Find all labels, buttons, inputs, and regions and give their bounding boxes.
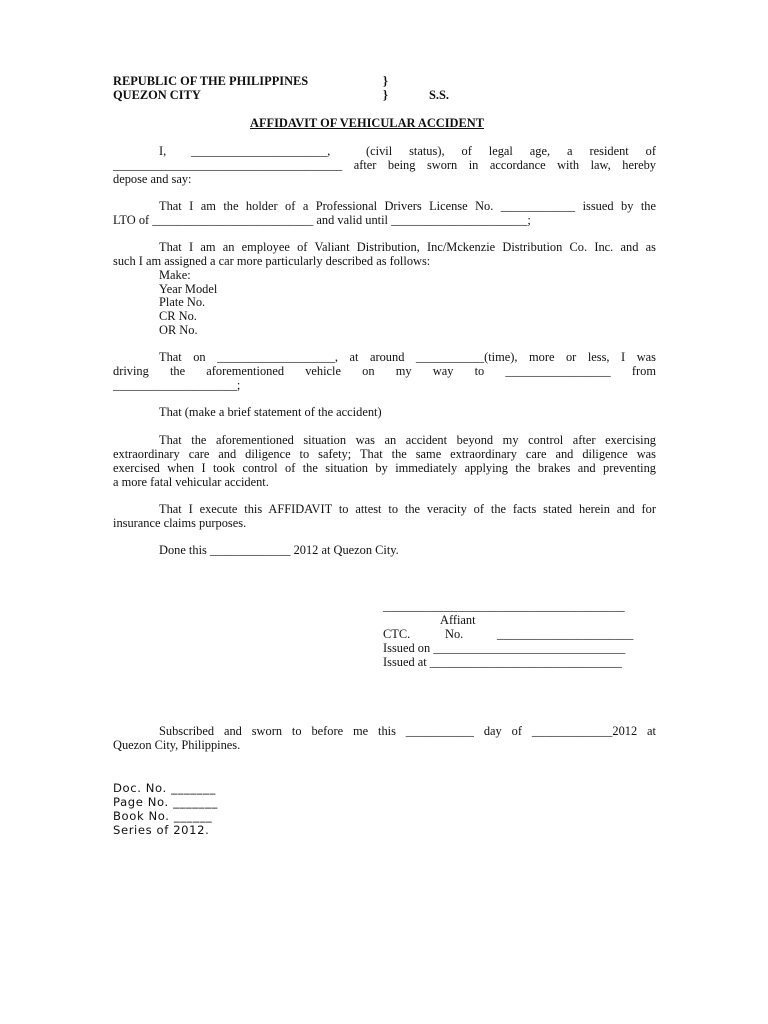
p1-civil-status: (civil status), of legal age, a resident of	[366, 144, 656, 158]
p4-line-3: ____________________;	[113, 378, 241, 392]
p3-line-1: That I am an employee of Valiant Distribution, Inc/Mckenzie Distribution Co. Inc. and as	[159, 240, 656, 254]
p6-line-2: extraordinary care and diligence to safety; That the same extraordinary care and diligence was	[113, 447, 656, 461]
jurat-line-2: Quezon City, Philippines.	[113, 738, 241, 752]
p4-word: on	[362, 364, 375, 378]
ctc-no-blank: ______________________	[497, 627, 634, 641]
p2-line-2: LTO of __________________________ and valid until ______________________;	[113, 213, 531, 227]
p1-name-blank: ______________________,	[191, 144, 331, 158]
vehicle-field-make: Make:	[159, 268, 191, 282]
header-city: QUEZON CITY	[113, 88, 201, 102]
p4-word: driving	[113, 364, 149, 378]
issued-at-line: Issued at _______________________________	[383, 655, 622, 669]
signature-line: _______________________________________	[383, 599, 625, 613]
header-ss: S.S.	[429, 88, 449, 102]
p7-line-1: That I execute this AFFIDAVIT to attest to the veracity of the facts stated herein and for	[159, 502, 656, 516]
notary-doc-no: Doc. No. _______	[113, 781, 216, 795]
p1-line-3: depose and say:	[113, 172, 192, 186]
header-brace-1: }	[383, 74, 388, 88]
p4-word: to	[474, 364, 485, 378]
affiant-label: Affiant	[440, 613, 476, 627]
p4-line-1: That on ___________________, at around ___________(time), more or less, I was	[159, 350, 656, 364]
p6-line-4: a more fatal vehicular accident.	[113, 475, 269, 489]
p4-word: way	[432, 364, 454, 378]
p1-i: I,	[159, 144, 167, 158]
document-title: AFFIDAVIT OF VEHICULAR ACCIDENT	[250, 116, 484, 130]
notary-series: Series of 2012.	[113, 823, 210, 837]
p4-word: my	[395, 364, 412, 378]
issued-on-line: Issued on _______________________________	[383, 641, 626, 655]
p4-word: vehicle	[305, 364, 341, 378]
done-line: Done this _____________ 2012 at Quezon City.	[159, 543, 399, 557]
jurat-line-1: Subscribed and sworn to before me this ___________ day of _____________2012 at	[159, 724, 656, 738]
p4-word: aforementioned	[206, 364, 285, 378]
p4-destination-blank: _________________	[505, 364, 611, 378]
p1-line-2: _____________________________________ after being sworn in accordance with law, hereby	[113, 158, 656, 172]
notary-page-no: Page No. _______	[113, 795, 218, 809]
p4-word: the	[169, 364, 186, 378]
vehicle-field-cr-no: CR No.	[159, 309, 197, 323]
p2-line-1: That I am the holder of a Professional Drivers License No. ____________ issued by the	[159, 199, 656, 213]
header-brace-2: }	[383, 88, 388, 102]
ctc-label: CTC.	[383, 627, 411, 641]
p6-line-1: That the aforementioned situation was an accident beyond my control after exercising	[159, 433, 656, 447]
p5-statement: That (make a brief statement of the accident)	[159, 405, 382, 419]
header-republic: REPUBLIC OF THE PHILIPPINES	[113, 74, 309, 88]
p4-line-2	[113, 364, 656, 378]
vehicle-field-year-model: Year Model	[159, 282, 218, 296]
p3-line-2: such I am assigned a car more particularly described as follows:	[113, 254, 431, 268]
p6-line-3: exercised when I took control of the situation by immediately applying the brakes and preventing	[113, 461, 656, 475]
vehicle-field-plate-no: Plate No.	[159, 295, 206, 309]
vehicle-field-or-no: OR No.	[159, 323, 198, 337]
p7-line-2: insurance claims purposes.	[113, 516, 247, 530]
ctc-no-label: No.	[445, 627, 464, 641]
p4-word: from	[631, 364, 656, 378]
notary-book-no: Book No. ______	[113, 809, 213, 823]
